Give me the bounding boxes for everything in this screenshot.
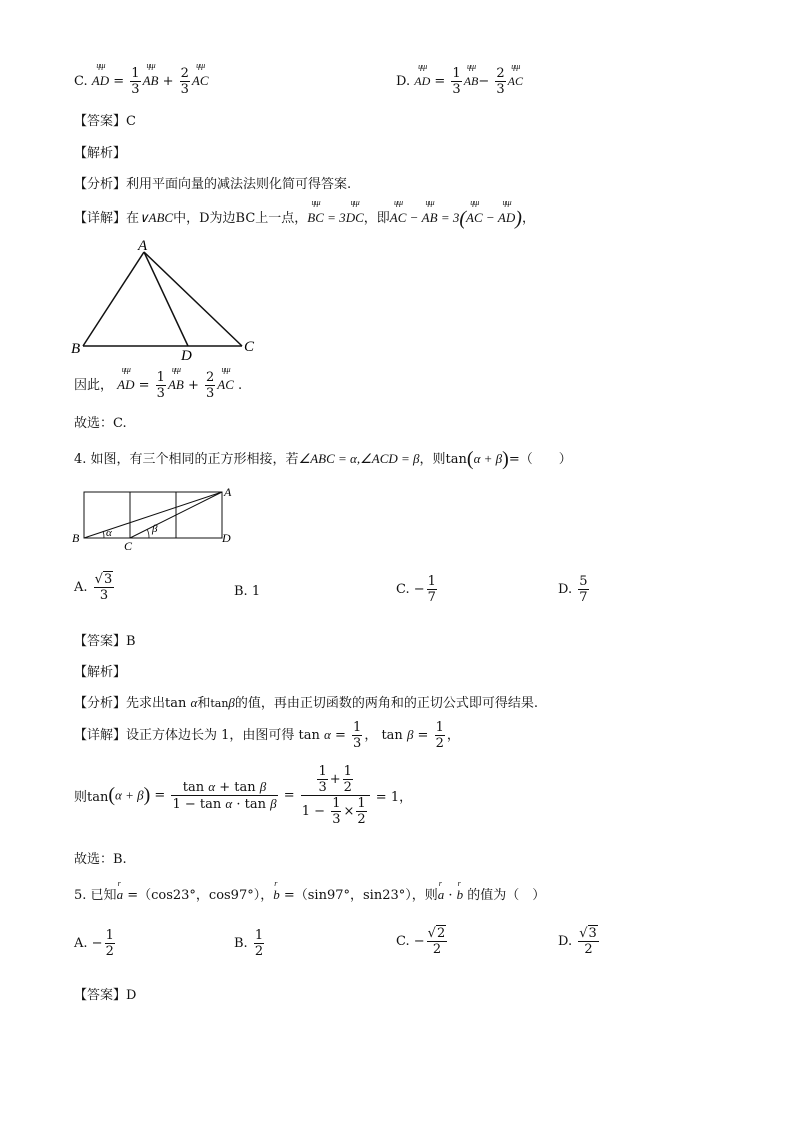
option-label: C.	[74, 74, 88, 89]
label-alpha: α	[106, 527, 112, 539]
q3-xiangjie-line	[74, 207, 535, 231]
q4-stem	[74, 448, 572, 471]
option-a-value: − $\frac{1}{2}$	[91, 928, 114, 959]
option-label: D.	[558, 934, 573, 949]
therefore-text: 因此，	[74, 378, 114, 393]
answer-value: D	[126, 988, 137, 1003]
option-label: C.	[396, 582, 410, 597]
q4-option-b	[234, 584, 260, 599]
label-b: B	[72, 531, 80, 545]
q5-answer-line	[74, 984, 136, 1003]
q3-option-c	[74, 66, 209, 97]
xiangjie-text: 设正方体边长为 1，由图可得 tan α = $\frac{1}{3}$ ， tan β = $\frac{1}{2}$ ，	[126, 720, 460, 751]
fenxi-text: 利用平面向量的减法法则化简可得答案.	[126, 177, 352, 192]
option-d-value: $\frac{5}{7}$	[579, 574, 588, 605]
option-b-value: $\frac{1}{2}$	[254, 928, 264, 959]
text: ，即	[363, 211, 390, 226]
q4-formula: 则tan(α + β) = $\frac{\text{tan α + tan β}}{\text{1 − tan α · tan β}}$ = $\frac{1}{3}$ + $\frac{1}{2}$ 1 − $\frac{1}{3}$ × $\frac{1}{2}$ = 1，	[74, 764, 413, 827]
q4-option-d	[558, 574, 591, 605]
eq-bc-3dc: ɥɥɹ BC = 3ɥɥɹ DC	[307, 210, 363, 225]
question-number: 4.	[74, 452, 87, 467]
q4-stem-text: 如图，有三个相同的正方形相接，若∠ABC = α,∠ACD = β，则tan(α + β)=（ ）	[90, 448, 572, 470]
option-c-expr: ɥɥɹ AD = $\frac{1}{3}$ ɥɥɹ AB + $\frac{2}{3}$ ɥɥɹ AC	[92, 74, 209, 89]
question-number: 5.	[74, 888, 87, 903]
option-b-value: 1	[251, 584, 261, 599]
option-label: D.	[396, 74, 411, 89]
q3-fenxi-line	[74, 173, 351, 192]
fenxi-tag: 【分析】	[74, 696, 127, 711]
option-c-value: − $\frac{1}{7}$	[413, 574, 436, 605]
q5-option-d	[558, 926, 601, 957]
label-d: D	[222, 531, 231, 545]
label-d: D	[181, 348, 192, 364]
label-beta: β	[152, 523, 158, 535]
label-a: A	[138, 238, 148, 254]
option-c-value: − $\frac{√2}{2}$	[413, 926, 446, 957]
option-label: A.	[74, 936, 88, 951]
option-d-value: $\frac{√3}{2}$	[579, 926, 597, 957]
option-label: C.	[396, 934, 410, 949]
q3-answer-line	[74, 110, 136, 129]
answer-tag: 【答案】	[74, 114, 127, 129]
text: 在	[126, 211, 140, 226]
q4-choose: 故选：B.	[74, 852, 127, 867]
xiangjie-tag: 【详解】	[74, 728, 127, 743]
text: ，	[521, 211, 535, 226]
q5-option-c	[396, 926, 449, 957]
triangle-symbol: ∨ABC	[139, 210, 174, 225]
answer-tag: 【答案】	[74, 988, 127, 1003]
q4-fenxi-line	[74, 692, 538, 711]
option-label: B.	[234, 584, 248, 599]
q5-option-a	[74, 928, 117, 959]
q4-answer-line	[74, 630, 136, 649]
label-c: C	[244, 339, 255, 355]
q4-xiangjie-line	[74, 720, 460, 751]
answer-tag: 【答案】	[74, 634, 127, 649]
eq-ac-ab: ɥɥɹ AC − ɥɥɹ AB = 3(ɥɥɹ AC − ɥɥɹ AD)	[390, 210, 522, 225]
fenxi-tag: 【分析】	[74, 177, 127, 192]
q3-analysis-tag: 【解析】	[74, 146, 127, 161]
option-d-expr: ɥɥɹ AD = $\frac{1}{3}$ ɥɥɹ AB− $\frac{2}{3}$ ɥɥɹ AC	[414, 74, 523, 89]
text: 中，D为边BC上一点，	[173, 211, 308, 226]
answer-value: C	[126, 114, 136, 129]
xiangjie-tag: 【详解】	[74, 211, 127, 226]
three-squares-figure	[70, 484, 250, 552]
fenxi-text: 先求出tan α和tanβ的值，再由正切函数的两角和的正切公式即可得结果.	[126, 695, 539, 711]
label-a: A	[224, 485, 232, 499]
q3-option-d	[396, 66, 523, 97]
answer-value: B	[126, 634, 136, 649]
q5-stem-text: 已知r a =（cos23°，cos97°），r b =（sin97°，sin23°），则r a · r b 的值为（ ）	[91, 888, 546, 903]
q5-stem	[74, 884, 545, 903]
option-label: D.	[558, 582, 573, 597]
q3-choose: 故选：C.	[74, 416, 127, 431]
option-a-value: $\frac{√3}{3}$	[94, 572, 113, 603]
label-c: C	[124, 539, 133, 552]
q5-option-b	[234, 928, 266, 959]
q4-option-a	[74, 572, 116, 603]
label-b: B	[71, 341, 81, 357]
q4-analysis-tag: 【解析】	[74, 665, 127, 680]
option-label: A.	[74, 580, 88, 595]
triangle-abc-figure	[66, 236, 266, 364]
q4-option-c	[396, 574, 439, 605]
conclusion-expr: ɥɥɹ AD = $\frac{1}{3}$ ɥɥɹ AB + $\frac{2}{3}$ ɥɥɹ AC .	[117, 378, 242, 393]
option-label: B.	[234, 936, 248, 951]
q3-conclusion	[74, 370, 242, 401]
